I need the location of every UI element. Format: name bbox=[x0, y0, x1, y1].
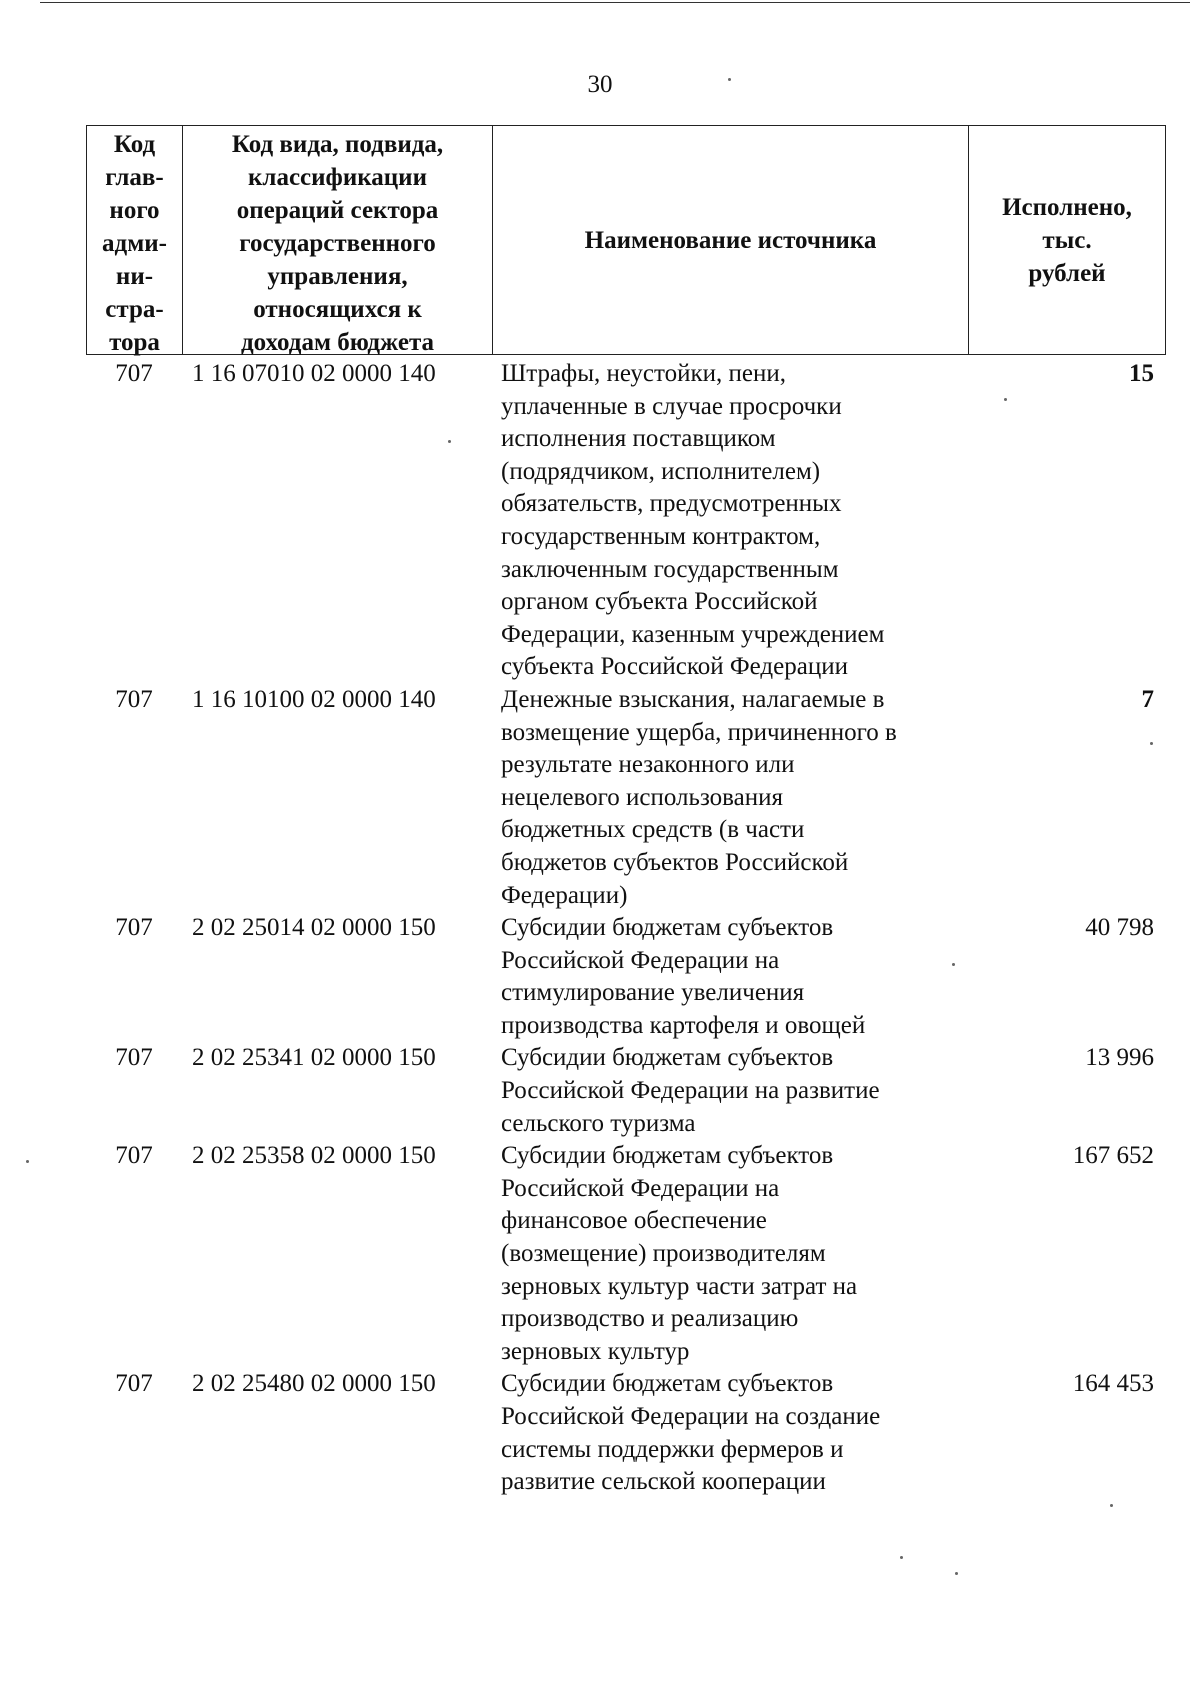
scan-speck bbox=[955, 1572, 958, 1575]
cell-admin: 707 bbox=[115, 914, 153, 942]
cell-amount: 164 453 bbox=[1072, 1370, 1154, 1398]
table-row bbox=[86, 912, 1166, 1042]
cell-amount: 15 bbox=[1129, 360, 1154, 387]
cell-amount: 167 652 bbox=[1072, 1142, 1154, 1170]
scan-speck bbox=[728, 78, 731, 81]
cell-name: Субсидии бюджетам субъектов Российской Федерации на стимулирование увеличения производства картофеля и овощей bbox=[501, 914, 866, 1039]
cell-name: Субсидии бюджетам субъектов Российской Федерации на финансовое обеспечение (возмещение) производителям зерновых культур части затрат на производство и реализацию зерновых культур bbox=[501, 1142, 858, 1365]
cell-name: Штрафы, неустойки, пени, уплаченные в случае просрочки исполнения поставщиком (подрядчиком, исполнителем) обязательств, предусмотренных государственным контрактом, заключенным государственным органом субъекта Российской Федерации, казенным учреждением субъекта Российской Федерации bbox=[501, 360, 885, 681]
scan-speck bbox=[448, 440, 451, 443]
cell-admin: 707 bbox=[115, 1044, 153, 1072]
cell-code: 1 16 10100 02 0000 140 bbox=[192, 685, 436, 713]
table-row bbox=[86, 684, 1166, 912]
cell-code: 2 02 25358 02 0000 150 bbox=[192, 1142, 436, 1170]
table-body bbox=[86, 358, 1166, 1499]
scan-speck bbox=[952, 963, 955, 966]
cell-admin: 707 bbox=[115, 360, 153, 387]
scan-speck bbox=[900, 1556, 903, 1559]
cell-amount: 7 bbox=[1141, 685, 1154, 713]
table-row bbox=[86, 358, 1166, 684]
scan-speck bbox=[26, 1160, 29, 1163]
table-header bbox=[86, 125, 1166, 355]
cell-code: 2 02 25480 02 0000 150 bbox=[192, 1370, 436, 1398]
cell-name: Субсидии бюджетам субъектов Российской Федерации на развитие сельского туризма bbox=[501, 1044, 880, 1137]
header-classification-code: Код вида, подвида, классификации операций сектора государственного управления, относящихся к доходам бюджета bbox=[183, 126, 493, 354]
scan-speck bbox=[1004, 398, 1007, 401]
table-row bbox=[86, 1140, 1166, 1368]
cell-name: Субсидии бюджетам субъектов Российской Федерации на создание системы поддержки фермеров и развитие сельской кооперации bbox=[501, 1370, 881, 1496]
scan-speck bbox=[1150, 742, 1153, 745]
cell-code: 1 16 07010 02 0000 140 bbox=[192, 360, 436, 387]
cell-amount: 13 996 bbox=[1085, 1044, 1154, 1072]
cell-code: 2 02 25014 02 0000 150 bbox=[192, 914, 436, 942]
header-source-name: Наименование источника bbox=[493, 126, 969, 354]
header-executed: Исполнено, тыс. рублей bbox=[1002, 193, 1132, 287]
header-admin-code: Код глав- ного адми- ни- стра- тора bbox=[87, 126, 183, 354]
cell-admin: 707 bbox=[115, 1142, 153, 1170]
cell-admin: 707 bbox=[115, 1370, 153, 1398]
page-number: 30 bbox=[587, 71, 613, 98]
cell-name: Денежные взыскания, налагаемые в возмещение ущерба, причиненного в результате незаконного или нецелевого использования бюджетных средств (в части бюджетов субъектов Российской Федерации) bbox=[501, 685, 897, 909]
table-row bbox=[86, 1042, 1166, 1140]
top-rule bbox=[40, 2, 1190, 3]
table-row bbox=[86, 1368, 1166, 1498]
cell-admin: 707 bbox=[115, 685, 153, 713]
cell-code: 2 02 25341 02 0000 150 bbox=[192, 1044, 436, 1072]
cell-amount: 40 798 bbox=[1085, 914, 1154, 942]
scan-speck bbox=[1110, 1504, 1113, 1507]
